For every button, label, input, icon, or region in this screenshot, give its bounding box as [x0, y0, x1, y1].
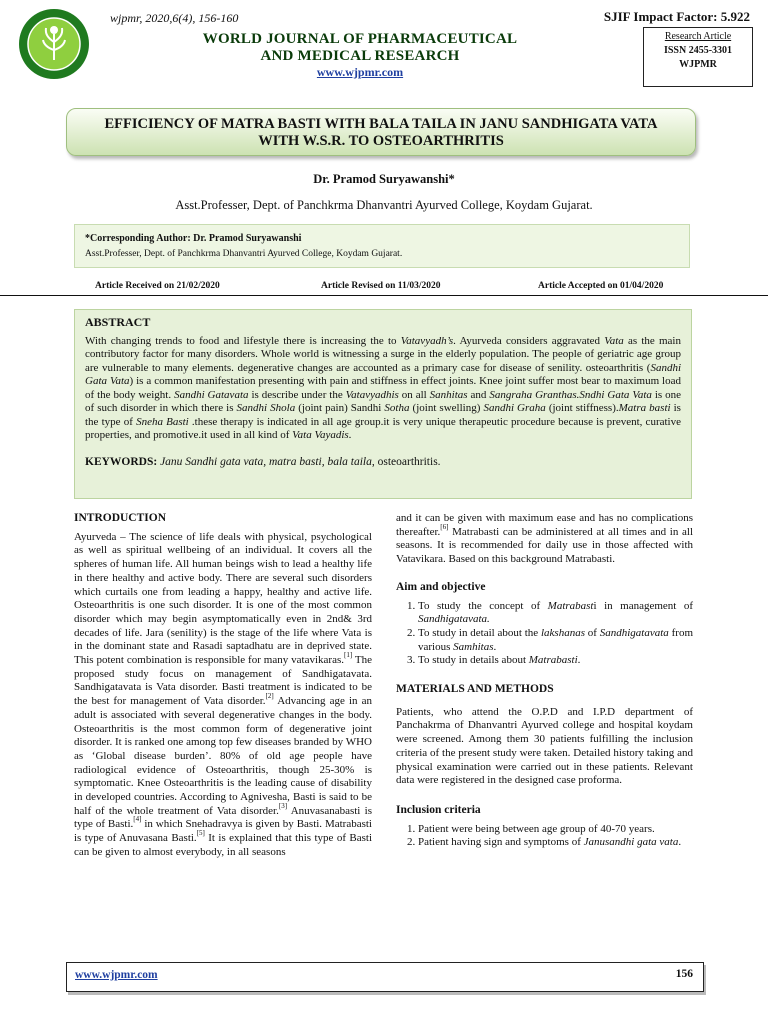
- title-line2: WITH W.S.R. TO OSTEOARTHRITIS: [258, 133, 504, 149]
- journal-url-link[interactable]: www.wjpmr.com: [316, 65, 404, 79]
- keywords-italic: Janu Sandhi gata vata, matra basti, bala taila: [160, 455, 372, 468]
- corresponding-author-affil: Asst.Professer, Dept. of Panchkrma Dhanvantri Ayurved College, Koydam Gujarat.: [85, 249, 403, 259]
- aim-item: 2. To study in detail about the lakshanas of Sandhigatavata from various Samhitas.: [418, 627, 693, 654]
- page-number: 156: [675, 968, 693, 980]
- methods-text: Patients, who attend the O.P.D and I.P.D department of Panchakrma of Dhanvantri Ayurved college and hospital koydam were screened. Among them 30 patients fulfilling the inclusion criteria of the present study were taken. Detailed history taking and physical examination were carried out in these patients. Relevant data were registered in the designed case proforma.: [396, 705, 693, 787]
- date-received: Article Received on 21/02/2020: [95, 281, 220, 291]
- article-title: [66, 108, 696, 156]
- keywords: [85, 456, 681, 470]
- keywords-rest: , osteoarthritis.: [371, 455, 441, 468]
- aim-list: [396, 600, 693, 669]
- title-line1: EFFICIENCY OF MATRA BASTI WITH BALA TAILA IN JANU SANDHIGATA VATA: [104, 116, 658, 132]
- author-name: Dr. Pramod Suryawanshi*: [313, 172, 455, 186]
- journal-name-line2: AND MEDICAL RESEARCH: [260, 48, 460, 64]
- journal-name: [150, 31, 570, 65]
- impact-factor: SJIF Impact Factor: 5.922: [603, 9, 750, 24]
- introduction-heading: INTRODUCTION: [74, 512, 167, 524]
- abstract-text: With changing trends to food and lifestyle there is increasing the to Vatavyadh’s. Ayurveda considers aggravated Vata as the main contributory factor for many disorders. Whole world is witnessing a surge in the elderly population. The people of geriatric age group are vulnerable to many elements. degenerative changes are accounted as a primary case for disease of senility. osteoarthritis (Sandhi Gata Vata) is a common manifestation presenting with pain and stiffness in effect joints. Knee joint suffer most bear to maximum load of the body weight. Sandhi Gatavata is describe under the Vatavyadhis on all Sanhitas and Sangraha Granthas.Sndhi Gata Vata is one of such disorder in which there is Sandhi Shola (joint pain) Sandhi Sotha (joint swelling) Sandhi Graha (joint stiffness).Matra basti is the type of Sneha Basti .these therapy is indicated in all age group.it is very unique therapeutic procedure because is prevent, curative properties, and promotive.it used in all kind of Vata Vayadis.: [85, 334, 681, 441]
- inclusion-list: [396, 823, 693, 850]
- footer-url-link[interactable]: www.wjpmr.com: [75, 969, 158, 981]
- abstract-box: [74, 309, 692, 499]
- aim-item: 3. To study in details about Matrabasti.: [418, 654, 693, 668]
- aim-heading: Aim and objective: [396, 580, 486, 593]
- keywords-label: KEYWORDS:: [85, 455, 158, 468]
- date-accepted: Article Accepted on 01/04/2020: [538, 281, 664, 291]
- abstract-heading: ABSTRACT: [85, 315, 151, 329]
- corresponding-author-label: *Corresponding Author: Dr. Pramod Suryawanshi: [85, 233, 302, 244]
- page-footer: [66, 962, 704, 992]
- article-info-box: [643, 27, 753, 87]
- intro-continued: and it can be given with maximum ease and has no complications thereafter.[6] Matrabasti can be administered at all times and in all seasons. It is recommended for daily use in those affected with Vatavikara. Based on this background Matrabasti.: [396, 512, 693, 566]
- citation: wjpmr, 2020,6(4), 156-160: [110, 11, 239, 25]
- inclusion-item: 1. Patient were being between age group of 40-70 years.: [418, 823, 693, 837]
- introduction-text: Ayurveda – The science of life deals with physical, psychological as well as spiritual wellbeing of an individual. It covers all the spheres of human life. All human beings wish to lead a healthy life in there healthy and active body. There are several such disorders which curtails one from leading a happy, healthy and active life. Osteoarthritis is one such disorder. It is one of the most common disorder which may begin asymptomatically even in 2nd& 3rd decades of life. Jara (senility) is the stage of the life where Vata is in the dominant state and Rasadi saptadhatu are in deprived state. This potent combination is responsible for many vatavikaras.[1] The proposed study focus on management of Sandhigatavata. Sandhigatavata is Vata disorder. Basti treatment is indicated to be the best for management of Vata disorder.[2] Advancing age in an adult is associated with several degenerative changes in the body. Osteoarthritis is the most common form of degenerative joint disorder. It is ranked one among top few diseases branded by WHO as ‘Global disease burden’. 80% of old age people have radiological evidence of Osteoarthritis, though 25-30% is symptomatic. Knee Osteoarthritis is the leading cause of disability in developed countries. According to Agnivesha, Basti is said to be half of the whole treatment of Vata disorder.[3] Anuvasanabasti is type of Basti.[4] in which Snehadravya is given by Basti. Matrabasti is type of Anuvasana Basti.[5] It is explained that this type of Basti can be given to almost everybody, in all seasons: [74, 530, 372, 858]
- author-affiliation: Asst.Professer, Dept. of Panchkrma Dhanvantri Ayurved College, Koydam Gujarat.: [175, 198, 593, 212]
- right-column: [396, 512, 693, 850]
- issn: ISSN 2455-3301: [663, 45, 733, 56]
- aim-item: 1. To study the concept of Matrabasti in management of Sandhigatavata.: [418, 600, 693, 627]
- inclusion-heading: Inclusion criteria: [396, 803, 481, 816]
- journal-name-line1: WORLD JOURNAL OF PHARMACEUTICAL: [202, 31, 518, 47]
- divider: [0, 295, 768, 296]
- inclusion-item: 2. Patient having sign and symptoms of Janusandhi gata vata.: [418, 836, 693, 850]
- journal-url: [150, 65, 570, 80]
- corresponding-author-box: [74, 224, 690, 268]
- journal-logo-seal: [18, 8, 90, 80]
- methods-heading: MATERIALS AND METHODS: [396, 683, 554, 696]
- journal-code: WJPMR: [679, 59, 717, 70]
- date-revised: Article Revised on 11/03/2020: [321, 281, 441, 291]
- article-type: Research Article: [664, 31, 732, 42]
- left-column: [74, 512, 372, 860]
